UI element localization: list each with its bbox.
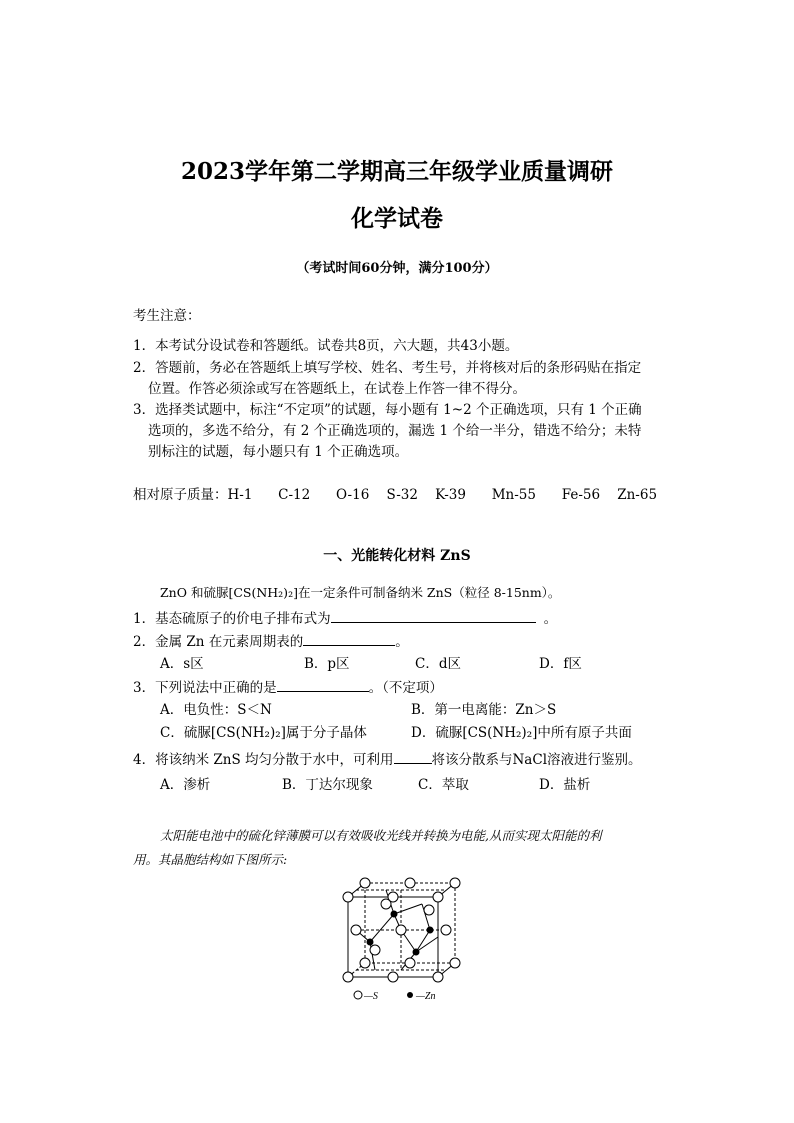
question-3 — [133, 676, 443, 696]
q2-option-b[interactable]: B．p区 — [304, 656, 350, 672]
question-1-text: 1．基态硫原子的价电子排布式为 — [133, 611, 331, 627]
answer-blank-4[interactable] — [394, 749, 432, 764]
exam-title: 2023学年第二学期高三年级学业质量调研 — [180, 158, 613, 185]
notice-item-3-line-1: 3．选择类试题中，标注“不定项”的试题，每小题有 1~2 个正确选项，只有 1 个正确 — [133, 402, 642, 418]
section-1-intro: ZnO 和硫脲[CS(NH₂)₂]在一定条件可制备纳米 ZnS（粒径 8-15nm）。 — [160, 585, 561, 600]
exam-info: （考试时间60分钟，满分100分） — [296, 261, 498, 276]
q2-option-d[interactable]: D．f区 — [539, 656, 582, 672]
q4-option-a[interactable]: A．渗析 — [160, 777, 211, 793]
q3-option-b[interactable]: B．第一电离能：Zn＞S — [411, 702, 557, 718]
q4-option-c[interactable]: C．萃取 — [418, 777, 469, 793]
q3-option-d[interactable]: D．硫脲[CS(NH₂)₂]中所有原子共面 — [411, 725, 632, 741]
question-3-end: 。（不定项） — [368, 680, 443, 696]
notice-item-3-line-3: 别标注的试题，每小题只有 1 个正确选项。 — [148, 444, 409, 460]
q4-option-d[interactable]: D．盐析 — [539, 777, 591, 793]
notice-heading: 考生注意： — [133, 308, 201, 324]
notice-item-2-line-1: 2．答题前，务必在答题纸上填写学校、姓名、考生号，并将核对后的条形码贴在指定 — [133, 360, 642, 376]
q3-option-a[interactable]: A．电负性：S＜N — [160, 702, 272, 718]
legend-s-label: —S — [364, 991, 378, 1002]
q4-option-b[interactable]: B．丁达尔现象 — [282, 777, 373, 793]
question-3-text: 3．下列说法中正确的是 — [133, 680, 277, 696]
answer-blank-1[interactable] — [331, 608, 536, 623]
question-2-end: 。 — [395, 634, 409, 650]
question-4-text: 4．将该纳米 ZnS 均匀分散于水中，可利用 — [133, 752, 394, 768]
notice-item-1: 1．本考试分设试卷和答题纸。试卷共8页，六大题，共43小题。 — [133, 338, 519, 354]
paragraph-2-line-1: 太阳能电池中的硫化锌薄膜可以有效吸收光线并转换为电能,从而实现太阳能的利 — [160, 828, 602, 843]
q2-option-c[interactable]: C．d区 — [415, 656, 461, 672]
legend-s-marker — [354, 991, 362, 999]
question-4 — [133, 748, 642, 768]
question-4-end: 将该分散系与NaCl溶液进行鉴别。 — [431, 752, 642, 768]
section-1-title: 一、光能转化材料 ZnS — [323, 548, 471, 564]
q3-option-c[interactable]: C．硫脲[CS(NH₂)₂]属于分子晶体 — [160, 725, 367, 741]
legend-zn-marker — [407, 992, 413, 998]
question-2-text: 2．金属 Zn 在元素周期表的 — [133, 634, 304, 650]
answer-blank-3[interactable] — [277, 677, 369, 692]
answer-blank-2[interactable] — [303, 631, 395, 646]
q2-option-a[interactable]: A．s区 — [160, 656, 204, 672]
notice-item-2-line-2: 位置。作答必须涂或写在答题纸上，在试卷上作答一律不得分。 — [148, 381, 526, 397]
zns-unit-cell-diagram — [330, 872, 480, 1007]
question-1-end: 。 — [543, 611, 558, 627]
legend-zn-label: —Zn — [416, 991, 436, 1002]
atomic-masses: 相对原子质量：H-1 C-12 O-16 S-32 K-39 Mn-55 Fe-56 Zn-65 — [133, 487, 658, 503]
notice-item-3-line-2: 选项的，多选不给分，有 2 个正确选项的，漏选 1 个给一半分，错选不给分；未特 — [148, 423, 642, 439]
paragraph-2-line-2: 用。其晶胞结构如下图所示: — [133, 852, 288, 867]
question-1 — [133, 607, 557, 627]
exam-subject: 化学试卷 — [351, 205, 443, 232]
question-2 — [133, 630, 409, 650]
